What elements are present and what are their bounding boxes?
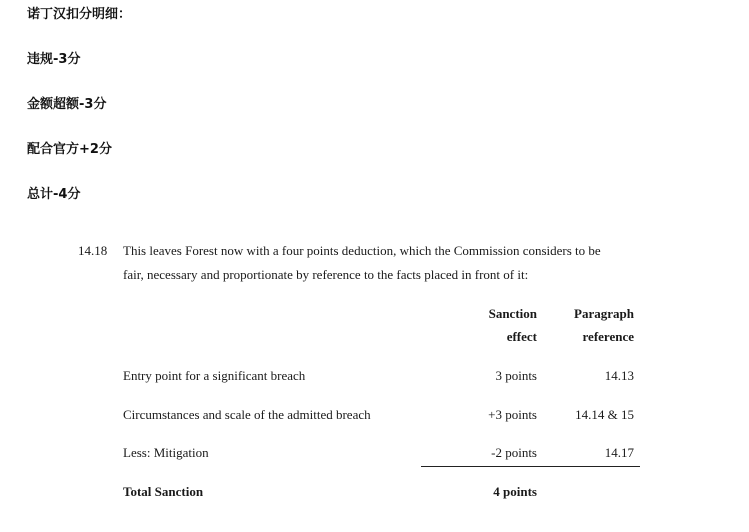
total-label: Total Sanction	[123, 484, 204, 499]
paragraph-text-line-2: fair, necessary and proportionate by reference to the facts placed in front of it:	[123, 267, 529, 282]
paragraph-number: 14.18	[78, 243, 108, 258]
paragraph-header-line-2: reference	[582, 329, 634, 344]
summary-item-total: 总计-4分	[27, 187, 81, 202]
table-row-reference: 14.14 & 15	[575, 407, 634, 422]
summary-item-violation: 违规-3分	[27, 52, 81, 67]
paragraph-text-line-1: This leaves Forest now with a four points deduction, which the Commission considers to be	[123, 243, 601, 258]
sanction-header-line-1: Sanction	[488, 306, 537, 321]
table-row-label: Circumstances and scale of the admitted breach	[123, 407, 371, 422]
table-row-effect: +3 points	[488, 407, 537, 422]
summary-title: 诺丁汉扣分明细：	[27, 7, 132, 22]
total-divider	[421, 466, 640, 467]
sanction-header-line-2: effect	[506, 329, 537, 344]
table-row-label: Less: Mitigation	[123, 445, 209, 460]
summary-item-cooperation: 配合官方+2分	[27, 142, 112, 157]
table-row-label: Entry point for a significant breach	[123, 368, 306, 383]
paragraph-header-line-1: Paragraph	[574, 306, 634, 321]
table-row-effect: 3 points	[495, 368, 537, 383]
table-row-reference: 14.13	[604, 368, 634, 383]
table-row-effect: -2 points	[491, 445, 537, 460]
total-effect: 4 points	[493, 484, 537, 499]
table-row-reference: 14.17	[604, 445, 634, 460]
summary-item-overspend: 金额超额-3分	[27, 97, 107, 112]
